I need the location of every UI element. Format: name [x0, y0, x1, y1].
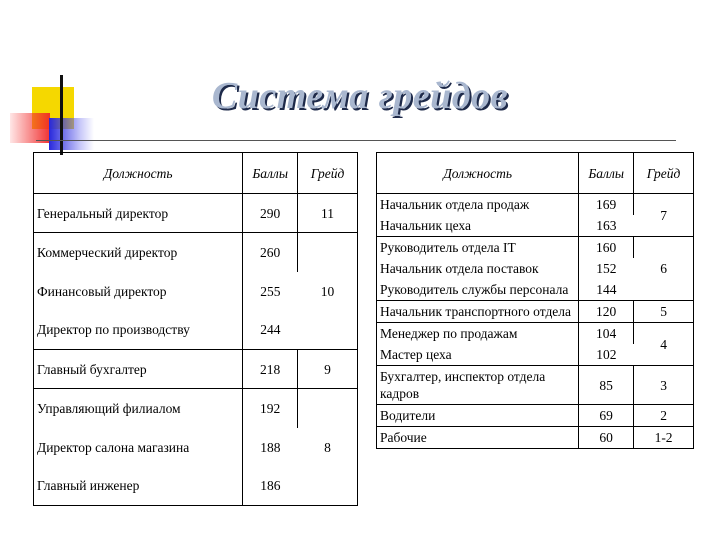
- header-position: Должность: [34, 153, 243, 194]
- header-position: Должность: [377, 153, 579, 194]
- position-cell: Руководитель отдела IT: [377, 237, 579, 259]
- table-row: [377, 366, 694, 405]
- table-row: [34, 194, 358, 233]
- points-cell: 255: [260, 283, 281, 299]
- points-cell: 69: [579, 405, 634, 427]
- title-underline: [36, 140, 676, 141]
- position-cell: Менеджер по продажам: [377, 323, 579, 345]
- grade-cell: 10: [298, 233, 358, 350]
- points-cell: 192: [243, 389, 298, 428]
- grades-table-left: [33, 152, 358, 506]
- table-row: [377, 323, 694, 345]
- grade-cell: 4: [634, 323, 694, 366]
- grade-cell: 5: [660, 304, 667, 319]
- table-row: [34, 389, 358, 428]
- points-cell: 160: [579, 237, 634, 259]
- points-cell: 290: [243, 194, 298, 233]
- grade-cell: 6: [634, 237, 694, 301]
- table-row: [377, 237, 694, 259]
- grade-cell: 11: [321, 205, 335, 221]
- grade-cell: 9: [324, 361, 331, 377]
- position-cell: Генеральный директор: [34, 194, 243, 233]
- points-cell: 144: [596, 282, 617, 297]
- header-grade: Грейд: [646, 165, 681, 181]
- table-row: [377, 301, 694, 323]
- position-cell: Мастер цеха: [377, 344, 579, 366]
- points-cell: 163: [596, 218, 617, 233]
- header-grade: Грейд: [310, 165, 345, 181]
- position-cell: Финансовый директор: [34, 272, 243, 311]
- grade-cell: 1-2: [654, 430, 673, 445]
- slide-title: Система грейдов: [211, 75, 509, 117]
- points-cell: 60: [579, 427, 634, 449]
- table-header-row: [34, 153, 358, 194]
- table-row: [377, 194, 694, 216]
- points-cell: 260: [243, 233, 298, 272]
- grade-cell: 2: [660, 408, 667, 423]
- position-cell: Директор по производству: [34, 311, 243, 350]
- grade-cell: 7: [634, 194, 694, 237]
- header-points: Баллы: [243, 153, 298, 194]
- table-header-row: [377, 153, 694, 194]
- grade-cell: 8: [324, 439, 331, 455]
- points-cell: 186: [260, 478, 281, 494]
- grade-cell: 3: [660, 377, 667, 393]
- position-cell: Начальник транспортного отдела: [377, 301, 579, 323]
- points-cell: 244: [260, 322, 281, 338]
- decor-blue-square: [49, 118, 94, 150]
- position-cell: Управляющий филиалом: [34, 389, 243, 428]
- table-row: [34, 350, 358, 389]
- position-cell: Бухгалтер, инспектор отдела кадров: [377, 366, 579, 405]
- header-points: Баллы: [579, 153, 634, 194]
- position-cell: Начальник цеха: [377, 215, 579, 237]
- table-row: [377, 405, 694, 427]
- position-cell: Главный бухгалтер: [34, 350, 243, 389]
- points-cell: 85: [579, 366, 634, 405]
- position-cell: Директор салона магазина: [34, 428, 243, 467]
- points-cell: 218: [243, 350, 298, 389]
- table-row: [34, 233, 358, 272]
- position-cell: Рабочие: [377, 427, 579, 449]
- points-cell: 152: [596, 261, 617, 276]
- position-cell: Начальник отдела поставок: [377, 258, 579, 279]
- points-cell: 169: [579, 194, 634, 216]
- points-cell: 104: [579, 323, 634, 345]
- grades-table-right: [376, 152, 694, 449]
- position-cell: Начальник отдела продаж: [377, 194, 579, 216]
- position-cell: Главный инженер: [34, 467, 243, 506]
- points-cell: 120: [579, 301, 634, 323]
- table-row: [377, 427, 694, 449]
- position-cell: Водители: [377, 405, 579, 427]
- position-cell: Руководитель службы персонала: [377, 279, 579, 301]
- points-cell: 102: [596, 347, 617, 362]
- points-cell: 188: [260, 439, 281, 455]
- position-cell: Коммерческий директор: [34, 233, 243, 272]
